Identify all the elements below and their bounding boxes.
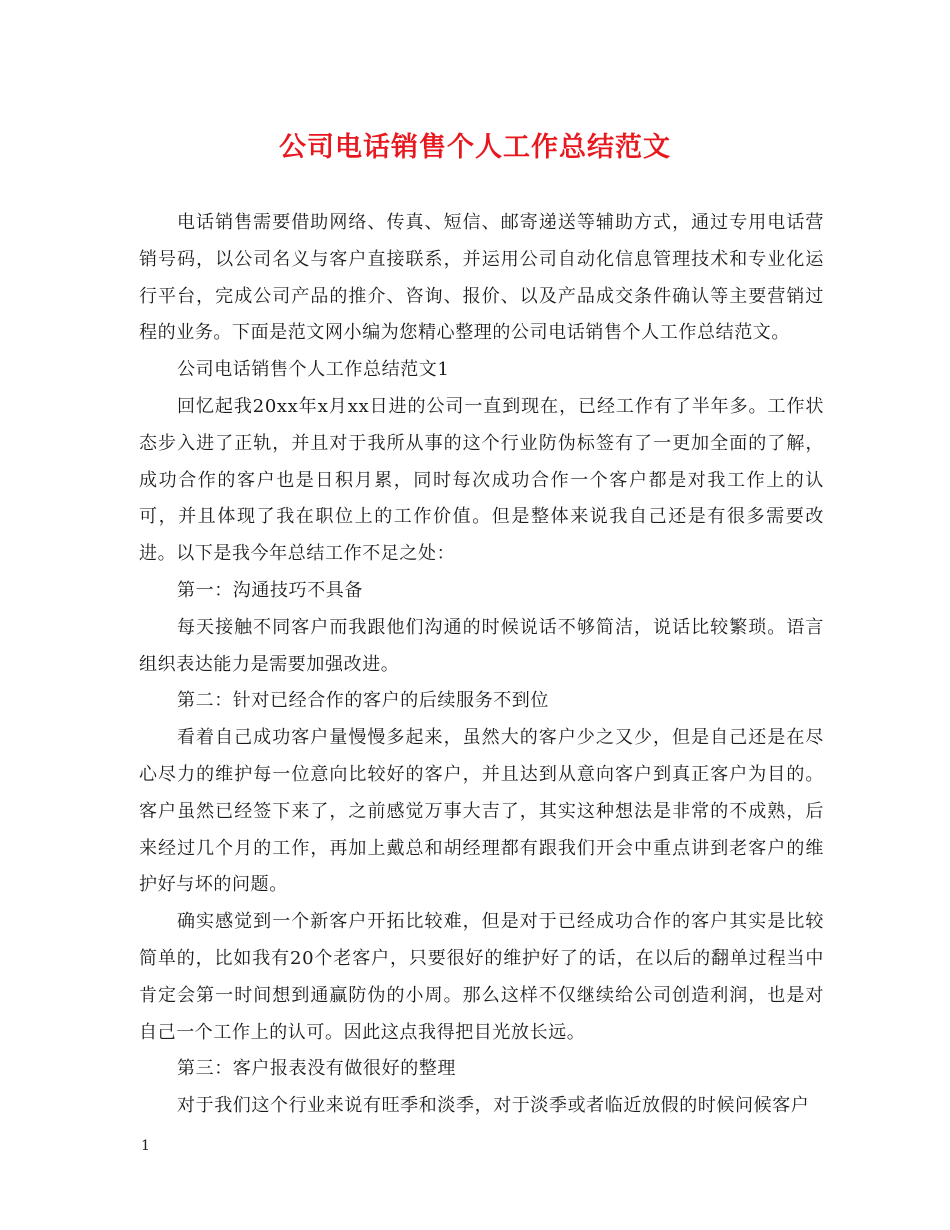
body-paragraph: 确实感觉到一个新客户开拓比较难，但是对于已经成功合作的客户其实是比较简单的，比如我有20个老客户，只要很好的维护好了的话，在以后的翻单过程当中肯定会第一时间想到通赢防伪的小周。那么这样不仅继续给公司创造利润，也是对自己一个工作上的认可。因此这点我得把目光放长远。 [139,911,824,1043]
body-paragraph: 每天接触不同客户而我跟他们沟通的时候说话不够简洁，说话比较繁琐。语言组织表达能力是需要加强改进。 [139,616,824,675]
body-paragraph: 对于我们这个行业来说有旺季和淡季，对于淡季或者临近放假的时候问候客户 [177,1095,810,1117]
point-heading: 第三：客户报表没有做很好的整理 [177,1058,456,1080]
section-heading: 公司电话销售个人工作总结范文1 [177,359,450,381]
page-number: 1 [141,1138,150,1154]
point-heading: 第一：沟通技巧不具备 [177,579,363,601]
document-title: 公司电话销售个人工作总结范文 [279,132,671,163]
intro-paragraph: 电话销售需要借助网络、传真、短信、邮寄递送等辅助方式，通过专用电话营销号码，以公司名义与客户直接联系，并运用公司自动化信息管理技术和专业化运行平台，完成公司产品的推介、咨询、报价、以及产品成交条件确认等主要营销过程的业务。下面是范文网小编为您精心整理的公司电话销售个人工作总结范文。 [139,212,824,344]
point-heading: 第二：针对已经合作的客户的后续服务不到位 [177,690,549,712]
document-body [139,205,824,1125]
body-paragraph: 看着自己成功客户量慢慢多起来，虽然大的客户少之又少，但是自己还是在尽心尽力的维护每一位意向比较好的客户，并且达到从意向客户到真正客户为目的。客户虽然已经签下来了，之前感觉万事大吉了，其实这种想法是非常的不成熟，后来经过几个月的工作，再加上戴总和胡经理都有跟我们开会中重点讲到老客户的维护好与坏的问题。 [139,727,824,896]
body-paragraph: 回忆起我20xx年x月xx日进的公司一直到现在，已经工作有了半年多。工作状态步入进了正轨，并且对于我所从事的这个行业防伪标签有了一更加全面的了解，成功合作的客户也是日积月累，同时每次成功合作一个客户都是对我工作上的认可，并且体现了我在职位上的工作价值。但是整体来说我自己还是有很多需要改进。以下是我今年总结工作不足之处： [139,395,824,565]
